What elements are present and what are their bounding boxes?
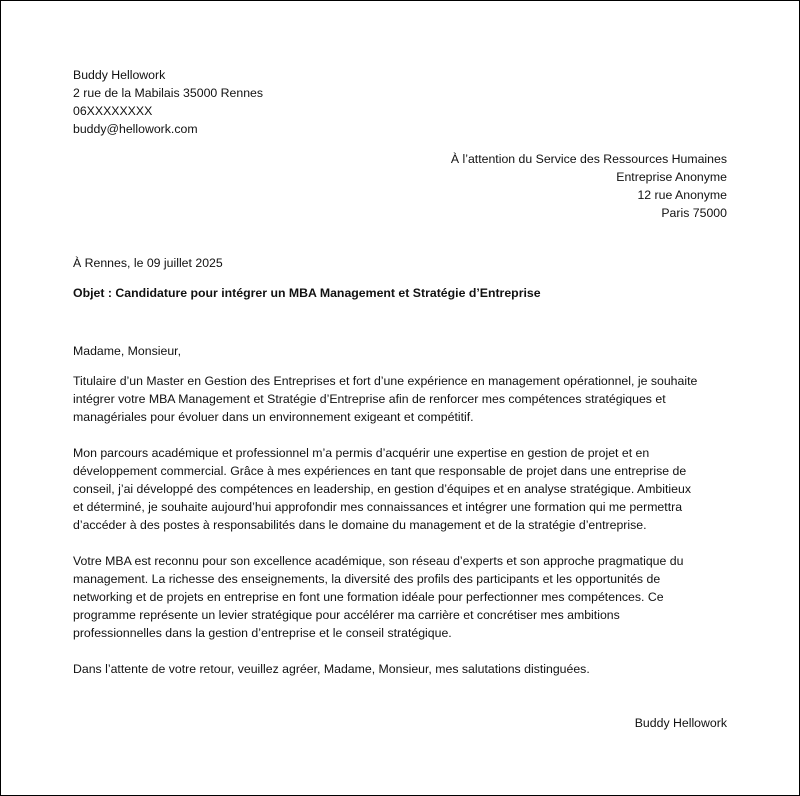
recipient-city: Paris 75000 — [661, 206, 727, 220]
letter-subject: Objet : Candidature pour intégrer un MBA Management et Stratégie d’Entreprise — [73, 286, 541, 300]
body-paragraph-2 — [73, 444, 733, 534]
letter-date: À Rennes, le 09 juillet 2025 — [73, 256, 223, 270]
paragraph-line: Mon parcours académique et professionnel m’a permis d’acquérir une expertise en gestion de projet et en — [73, 446, 650, 460]
recipient-block — [451, 150, 727, 222]
paragraph-line: d’accéder à des postes à responsabilités dans le domaine du management et de la stratégie d’entreprise. — [73, 518, 647, 532]
paragraph-line: Votre MBA est reconnu pour son excellence académique, son réseau d’experts et son approche pragmatique du — [73, 554, 684, 568]
sender-email: buddy@hellowork.com — [73, 122, 198, 136]
recipient-attention: À l’attention du Service des Ressources Humaines — [450, 152, 727, 166]
paragraph-line: managériales pour évoluer dans un environnement exigeant et compétitif. — [73, 410, 474, 424]
paragraph-line: management. La richesse des enseignements, la diversité des profils des participants et les opportunités de — [73, 572, 661, 586]
paragraph-line: professionnelles dans la gestion d’entreprise et le conseil stratégique. — [73, 626, 452, 640]
sender-block — [73, 66, 263, 138]
closing-paragraph — [73, 660, 733, 678]
paragraph-line: programme représente un levier stratégique pour accélérer ma carrière et concrétiser mes ambitions — [73, 608, 620, 622]
paragraph-line: développement commercial. Grâce à mes expériences en tant que responsable de projet dans une entreprise de — [73, 464, 687, 478]
sender-address: 2 rue de la Mabilais 35000 Rennes — [73, 86, 264, 100]
body-paragraph-1 — [73, 372, 733, 426]
paragraph-line: intégrer votre MBA Management et Stratégie d’Entreprise afin de renforcer mes compétences stratégiques et — [73, 392, 666, 406]
signature: Buddy Hellowork — [634, 716, 727, 730]
body-paragraph-3 — [73, 552, 733, 642]
letter-greeting: Madame, Monsieur, — [73, 344, 181, 358]
paragraph-line: Dans l’attente de votre retour, veuillez agréer, Madame, Monsieur, mes salutations distinguées. — [73, 662, 590, 676]
sender-name: Buddy Hellowork — [73, 68, 166, 82]
recipient-street: 12 rue Anonyme — [637, 188, 727, 202]
sender-phone: 06XXXXXXXX — [73, 104, 153, 118]
recipient-company: Entreprise Anonyme — [616, 170, 727, 184]
paragraph-line: conseil, j’ai développé des compétences en leadership, en gestion d’équipes et en analyse stratégique. Ambitieux — [73, 482, 691, 496]
paragraph-line: networking et de projets en entreprise en font une formation idéale pour perfectionner mes compétences. Ce — [73, 590, 664, 604]
paragraph-line: Titulaire d’un Master en Gestion des Entreprises et fort d’une expérience en management opérationnel, je souhaite — [73, 374, 698, 388]
paragraph-line: et déterminé, je souhaite aujourd’hui approfondir mes connaissances et intégrer une formation qui me permettra — [73, 500, 683, 514]
